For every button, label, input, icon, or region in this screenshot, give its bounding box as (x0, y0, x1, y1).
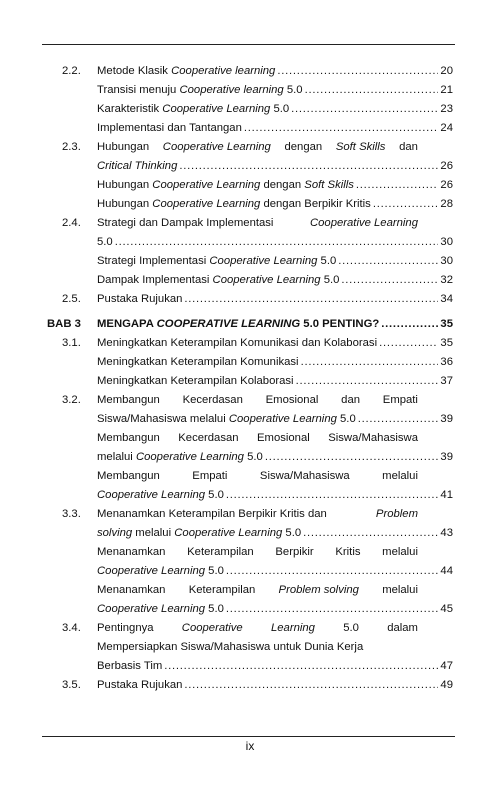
toc-title-line (97, 176, 453, 195)
toc-title-text: Cooperative Learning (162, 141, 271, 153)
toc-title (97, 252, 336, 271)
toc-page-number: 32 (440, 274, 453, 286)
toc-title-text: MENGAPA (97, 318, 157, 330)
toc-page-number: 49 (440, 679, 453, 691)
toc-title-line (97, 429, 418, 448)
page-number: ix (245, 739, 255, 753)
toc-title-text: Metode Klasik (97, 65, 172, 77)
toc-title-text: Dampak Implementasi (97, 274, 213, 286)
toc-dot-leader (184, 290, 438, 309)
toc-title-text: Problem (375, 508, 418, 520)
toc-title-text: Meningkatkan Keterampilan Kolaborasi (97, 375, 294, 387)
toc-title (97, 233, 113, 252)
toc-section-number: 2.4. (62, 217, 81, 229)
toc-dot-leader (341, 271, 438, 290)
toc-title (97, 410, 356, 429)
toc-entry[interactable] (0, 581, 500, 600)
toc-title-text: Cooperative Learning (97, 565, 206, 577)
toc-dot-leader (381, 315, 438, 334)
toc-title-text: Berpikir (275, 546, 314, 558)
toc-entry[interactable] (0, 676, 500, 695)
toc-title-text: Hubungan (97, 198, 153, 210)
toc-page-number: 44 (440, 565, 453, 577)
toc-entry[interactable] (0, 271, 500, 290)
toc-entry[interactable] (0, 100, 500, 119)
toc-title-text: Learning (270, 622, 315, 634)
toc-title-line (97, 600, 453, 619)
toc-page-number: 35 (440, 318, 453, 330)
toc-title-line (97, 410, 453, 429)
toc-dot-leader (226, 600, 439, 619)
toc-dot-leader (305, 81, 439, 100)
toc-title-text: Keterampilan (188, 584, 256, 596)
toc-entry[interactable] (0, 372, 500, 391)
toc-entry[interactable] (0, 138, 500, 157)
toc-entry[interactable] (0, 619, 500, 638)
toc-title-text: Berbasis Tim (97, 660, 163, 672)
toc-section-number: 3.1. (62, 337, 81, 349)
toc-title-text: Strategi dan Dampak Implementasi (97, 217, 274, 229)
toc-section-number: 2.3. (62, 141, 81, 153)
toc-title-text: Cooperative Learning (309, 217, 418, 229)
toc-page-number: 35 (440, 337, 453, 349)
toc-entry[interactable] (0, 657, 500, 676)
toc-page-number: 45 (440, 603, 453, 615)
toc-entry[interactable] (0, 176, 500, 195)
toc-title-text: Kecerdasan (182, 394, 243, 406)
toc-entry[interactable] (0, 562, 500, 581)
toc-title (97, 448, 263, 467)
toc-title-text: Soft Skills (335, 141, 386, 153)
toc-entry[interactable] (0, 524, 500, 543)
toc-title-line (97, 252, 453, 271)
toc-title-text: Siswa/Mahasiswa (259, 470, 350, 482)
toc-dot-leader (356, 176, 439, 195)
toc-dot-leader (265, 448, 439, 467)
toc-title (97, 315, 379, 334)
toc-title (97, 176, 354, 195)
toc-dot-leader (358, 410, 439, 429)
toc-title-text: melalui (132, 527, 175, 539)
toc-title-line (97, 657, 453, 676)
toc-section-number: 3.5. (62, 679, 81, 691)
toc-page-number: 39 (440, 413, 453, 425)
toc-title-line (97, 505, 418, 524)
toc-title-text: Membangun (97, 470, 160, 482)
toc-title (97, 372, 294, 391)
toc-page-number: 21 (440, 84, 453, 96)
toc-title (97, 524, 301, 543)
toc-title-text: Siswa/Mahasiswa melalui (97, 413, 229, 425)
toc-entry[interactable] (0, 195, 500, 214)
toc-title-text: Keterampilan (187, 546, 254, 558)
toc-dot-leader (373, 195, 439, 214)
toc-title-text: Cooperative learning (171, 65, 276, 77)
toc-title-text: Meningkatkan Keterampilan Komunikasi dan Kolaborasi (97, 337, 378, 349)
toc-entry[interactable] (0, 486, 500, 505)
toc-title (97, 157, 177, 176)
toc-title-text: 5.0 (205, 565, 224, 577)
toc-title-line (97, 448, 453, 467)
toc-title-text: Menanamkan (97, 584, 166, 596)
toc-title-text: Pustaka Rujukan (97, 679, 183, 691)
toc-title-text: 5.0 (205, 603, 224, 615)
toc-title-text: melalui (382, 584, 418, 596)
toc-entry[interactable] (0, 410, 500, 429)
toc-title-text: Problem solving (278, 584, 359, 596)
toc-dot-leader (303, 524, 438, 543)
toc-title-text: Menanamkan Keterampilan Berpikir Kritis dan (97, 508, 327, 520)
toc-title-line (97, 676, 453, 695)
toc-title-text: melalui (382, 546, 418, 558)
toc-title (97, 486, 224, 505)
toc-title-text: Emosional (265, 394, 319, 406)
toc-title-text: Meningkatkan Keterampilan Komunikasi (97, 356, 299, 368)
toc-entry[interactable] (0, 157, 500, 176)
toc-title-line (97, 290, 453, 309)
toc-dot-leader (179, 157, 438, 176)
toc-title-text: 5.0 (97, 236, 113, 248)
toc-title-line (97, 100, 453, 119)
toc-title-text: dalam (387, 622, 418, 634)
toc-page-number: 39 (440, 451, 453, 463)
toc-page-number: 30 (440, 255, 453, 267)
toc-entry[interactable] (0, 81, 500, 100)
toc-title-text: Hubungan (97, 141, 150, 153)
toc-title-text: Cooperative Learning (212, 274, 321, 286)
toc-title (97, 353, 299, 372)
toc-title-line (97, 372, 453, 391)
toc-title-text: 5.0 (205, 489, 224, 501)
toc-dot-leader (184, 676, 438, 695)
toc-title-text: 5.0 (270, 103, 290, 115)
toc-title-line (97, 334, 453, 353)
toc-entry[interactable] (0, 353, 500, 372)
toc-title (97, 81, 303, 100)
toc-title-text: Cooperative Learning (152, 179, 261, 191)
toc-title-line (97, 233, 453, 252)
toc-title-text: 5.0 (243, 451, 263, 463)
toc-entry[interactable] (0, 429, 500, 448)
toc-title-text: Empati (382, 394, 418, 406)
toc-title-text: Implementasi dan Tantangan (97, 122, 242, 134)
toc-title-text: 5.0 (336, 413, 356, 425)
toc-section-number: 3.2. (62, 394, 81, 406)
toc-title (97, 657, 162, 676)
toc-title (97, 271, 339, 290)
toc-title-text: Strategi Implementasi (97, 255, 210, 267)
toc-title-line (97, 157, 453, 176)
toc-entry[interactable] (0, 638, 500, 657)
toc-title-text: 5.0 PENTING? (300, 318, 380, 330)
toc-title-text: melalui (382, 470, 418, 482)
toc-title-text: Membangun (97, 394, 160, 406)
toc-dot-leader (244, 119, 439, 138)
toc-entry[interactable] (0, 252, 500, 271)
toc-title-text: Mempersiapkan Siswa/Mahasiswa untuk Dunia Kerja (97, 641, 364, 653)
toc-title-text: Critical Thinking (97, 160, 178, 172)
toc-title-text: melalui (97, 451, 136, 463)
table-of-contents (0, 62, 500, 695)
toc-title-text: Cooperative Learning (135, 451, 244, 463)
toc-dot-leader (164, 657, 438, 676)
toc-page-number: 41 (440, 489, 453, 501)
toc-entry[interactable] (0, 119, 500, 138)
toc-entry[interactable] (0, 448, 500, 467)
toc-title-text: dengan (260, 179, 305, 191)
toc-title-line (97, 391, 418, 410)
toc-title-text: Transisi menuju (97, 84, 180, 96)
toc-title-text: Menanamkan (97, 546, 166, 558)
toc-dot-leader (277, 62, 438, 81)
toc-page-number: 24 (440, 122, 453, 134)
toc-title-line (97, 524, 453, 543)
toc-dot-leader (115, 233, 439, 252)
toc-title-line (97, 619, 418, 638)
toc-title-line (97, 467, 418, 486)
toc-title-text: Empati (192, 470, 228, 482)
toc-page-number: 26 (440, 179, 453, 191)
toc-entry[interactable] (0, 214, 500, 233)
toc-title-text: Cooperative (181, 622, 243, 634)
toc-page-number: 23 (440, 103, 453, 115)
toc-title (97, 600, 224, 619)
toc-title (97, 562, 224, 581)
toc-title (97, 100, 289, 119)
toc-entry[interactable] (0, 290, 500, 309)
toc-page-number: 34 (440, 293, 453, 305)
toc-dot-leader (296, 372, 439, 391)
toc-page-number: 36 (440, 356, 453, 368)
toc-page-number: 20 (440, 65, 453, 77)
toc-title-text: COOPERATIVE LEARNING (156, 318, 301, 330)
toc-title-text: Pentingnya (97, 622, 154, 634)
toc-entry[interactable] (0, 391, 500, 410)
toc-page-number: 26 (440, 160, 453, 172)
toc-title-line (97, 81, 453, 100)
toc-title-text: Pustaka Rujukan (97, 293, 183, 305)
toc-title (97, 290, 182, 309)
toc-entry[interactable] (0, 233, 500, 252)
toc-entry[interactable] (0, 62, 500, 81)
toc-title-text: solving (97, 527, 133, 539)
toc-title (97, 676, 182, 695)
toc-title (97, 119, 242, 138)
toc-dot-leader (226, 562, 439, 581)
toc-title-text: Soft Skills (304, 179, 354, 191)
toc-page-number: 28 (440, 198, 453, 210)
toc-title-line (97, 581, 418, 600)
toc-dot-leader (226, 486, 439, 505)
toc-title-text: Membangun (97, 432, 160, 444)
toc-title-text: dan (399, 141, 418, 153)
toc-title-text: Hubungan (97, 179, 153, 191)
toc-title-text: dan (341, 394, 361, 406)
toc-entry[interactable] (0, 334, 500, 353)
toc-title-text: dengan (284, 141, 323, 153)
toc-title-line (97, 195, 453, 214)
toc-page-number: 30 (440, 236, 453, 248)
toc-title-text: Siswa/Mahasiswa (328, 432, 418, 444)
toc-dot-leader (379, 334, 438, 353)
toc-title-text: Kritis (335, 546, 361, 558)
toc-section-number: 3.3. (62, 508, 81, 520)
toc-title (97, 334, 377, 353)
toc-title-text: Cooperative Learning (97, 603, 206, 615)
toc-page-number: 37 (440, 375, 453, 387)
toc-title-text: Cooperative Learning (174, 527, 283, 539)
toc-title-text: 5.0 (320, 274, 340, 286)
toc-entry[interactable] (0, 543, 500, 562)
toc-section-number: 3.4. (62, 622, 81, 634)
toc-title-text: Kecerdasan (178, 432, 239, 444)
toc-title-line (97, 486, 453, 505)
toc-entry[interactable] (0, 600, 500, 619)
toc-entry[interactable] (0, 467, 500, 486)
toc-title-text: 5.0 (317, 255, 337, 267)
toc-entry[interactable] (0, 315, 500, 334)
toc-title-line (97, 271, 453, 290)
toc-title-text: dengan Berpikir Kritis (260, 198, 371, 210)
toc-title (97, 195, 371, 214)
toc-title-text: 5.0 (283, 84, 303, 96)
toc-entry[interactable] (0, 505, 500, 524)
toc-dot-leader (291, 100, 438, 119)
toc-title-text: Cooperative learning (179, 84, 284, 96)
toc-title (97, 62, 275, 81)
toc-title-line (97, 138, 418, 157)
toc-title-text: Emosional (257, 432, 310, 444)
toc-chapter-label: BAB 3 (47, 318, 81, 330)
toc-title-line (97, 638, 418, 657)
toc-title-line (97, 315, 453, 334)
toc-title-line (97, 119, 453, 138)
toc-title-text: Cooperative Learning (152, 198, 261, 210)
toc-section-number: 2.5. (62, 293, 81, 305)
toc-title-line (97, 353, 453, 372)
toc-dot-leader (338, 252, 438, 271)
toc-title-text: 5.0 (282, 527, 302, 539)
toc-title-text: Cooperative Learning (209, 255, 318, 267)
toc-title-line (97, 543, 418, 562)
toc-title-line (97, 62, 453, 81)
toc-title-text: Cooperative Learning (228, 413, 337, 425)
header-rule (42, 44, 455, 45)
toc-page-number: 43 (440, 527, 453, 539)
toc-title-text: Cooperative Learning (97, 489, 206, 501)
toc-title-text: 5.0 (343, 622, 359, 634)
toc-title-text: Karakteristik (97, 103, 163, 115)
footer-rule (42, 736, 455, 737)
toc-page-number: 47 (440, 660, 453, 672)
toc-section-number: 2.2. (62, 65, 81, 77)
toc-title-line (97, 562, 453, 581)
toc-title-line (97, 214, 418, 233)
toc-title-text: Cooperative Learning (162, 103, 271, 115)
toc-dot-leader (301, 353, 439, 372)
